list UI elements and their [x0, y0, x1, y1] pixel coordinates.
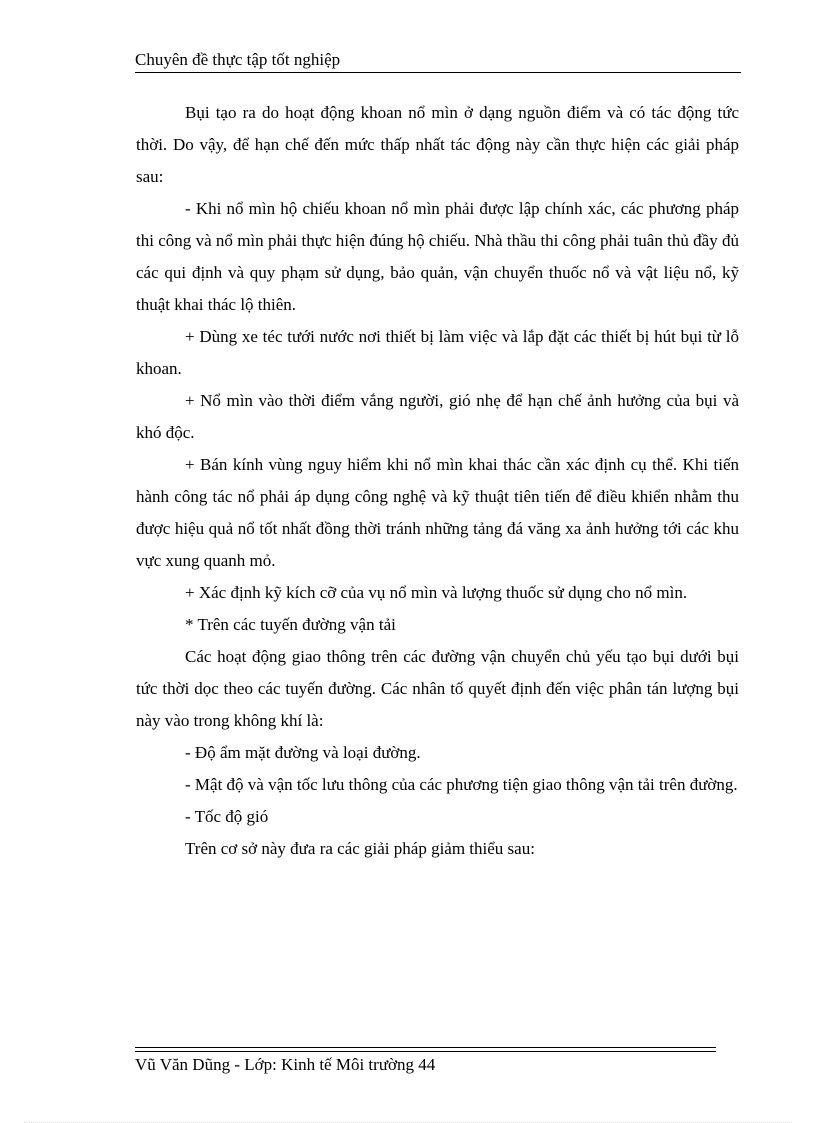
paragraph-blasting-passport: - Khi nổ mìn hộ chiếu khoan nổ mìn phải được lập chính xác, các phương pháp thi công và nổ mìn phải thực hiện đúng hộ chiếu. Nhà thầu thi công phải tuân thủ đầy đủ các qui định và quy phạm sử dụng, bảo quản, vận chuyển thuốc nổ và vật liệu nổ, kỹ thuật khai thác lộ thiên.: [136, 199, 739, 314]
paragraph-transport-routes-heading: * Trên các tuyến đường vận tải: [185, 615, 396, 634]
paragraph-mitigation-intro: Trên cơ sở này đưa ra các giải pháp giảm thiểu sau:: [185, 839, 535, 858]
paragraph-traffic-density: - Mật độ và vận tốc lưu thông của các phương tiện giao thông vận tải trên đường.: [185, 775, 738, 794]
paragraph-danger-radius: + Bán kính vùng nguy hiểm khi nổ mìn khai thác cần xác định cụ thể. Khi tiến hành công tác nổ phải áp dụng công nghệ và kỹ thuật tiên tiến để điều khiển nhằm thu được hiệu quả nổ tốt nhất đồng thời tránh những tảng đá văng xa ảnh hưởng tới các khu vực xung quanh mỏ.: [136, 455, 739, 570]
paragraph-traffic-dust: Các hoạt động giao thông trên các đường vận chuyển chủ yếu tạo bụi dưới bụi tức thời dọc theo các tuyến đường. Các nhân tố quyết định đến việc phân tán lượng bụi này vào trong không khí là:: [136, 647, 739, 730]
paragraph-blast-timing: + Nổ mìn vào thời điểm vắng người, gió nhẹ để hạn chế ảnh hưởng của bụi và khó độc.: [136, 391, 739, 442]
footer-author: Vũ Văn Dũng - Lớp: Kinh tế Môi trường 44: [135, 1055, 436, 1074]
footer-divider: [135, 1047, 716, 1052]
paragraph-wind-speed: - Tốc độ gió: [185, 807, 269, 826]
paragraph-blast-size: + Xác định kỹ kích cỡ của vụ nổ mìn và lượng thuốc sử dụng cho nổ mìn.: [185, 583, 688, 602]
paragraph-road-moisture: - Độ ẩm mặt đường và loại đường.: [185, 743, 421, 762]
page-header: [135, 48, 741, 73]
paragraph-dust-blasting-intro: Bụi tạo ra do hoạt động khoan nổ mìn ở dạng nguồn điểm và có tác động tức thời. Do vậy, để hạn chế đến mức thấp nhất tác động này cần thực hiện các giải pháp sau:: [136, 103, 739, 186]
header-title: Chuyên đề thực tập tốt nghiệp: [135, 50, 341, 69]
body-text: [136, 97, 739, 865]
paragraph-water-tanker: + Dùng xe téc tưới nước nơi thiết bị làm việc và lắp đặt các thiết bị hút bụi từ lỗ khoan.: [136, 327, 739, 378]
